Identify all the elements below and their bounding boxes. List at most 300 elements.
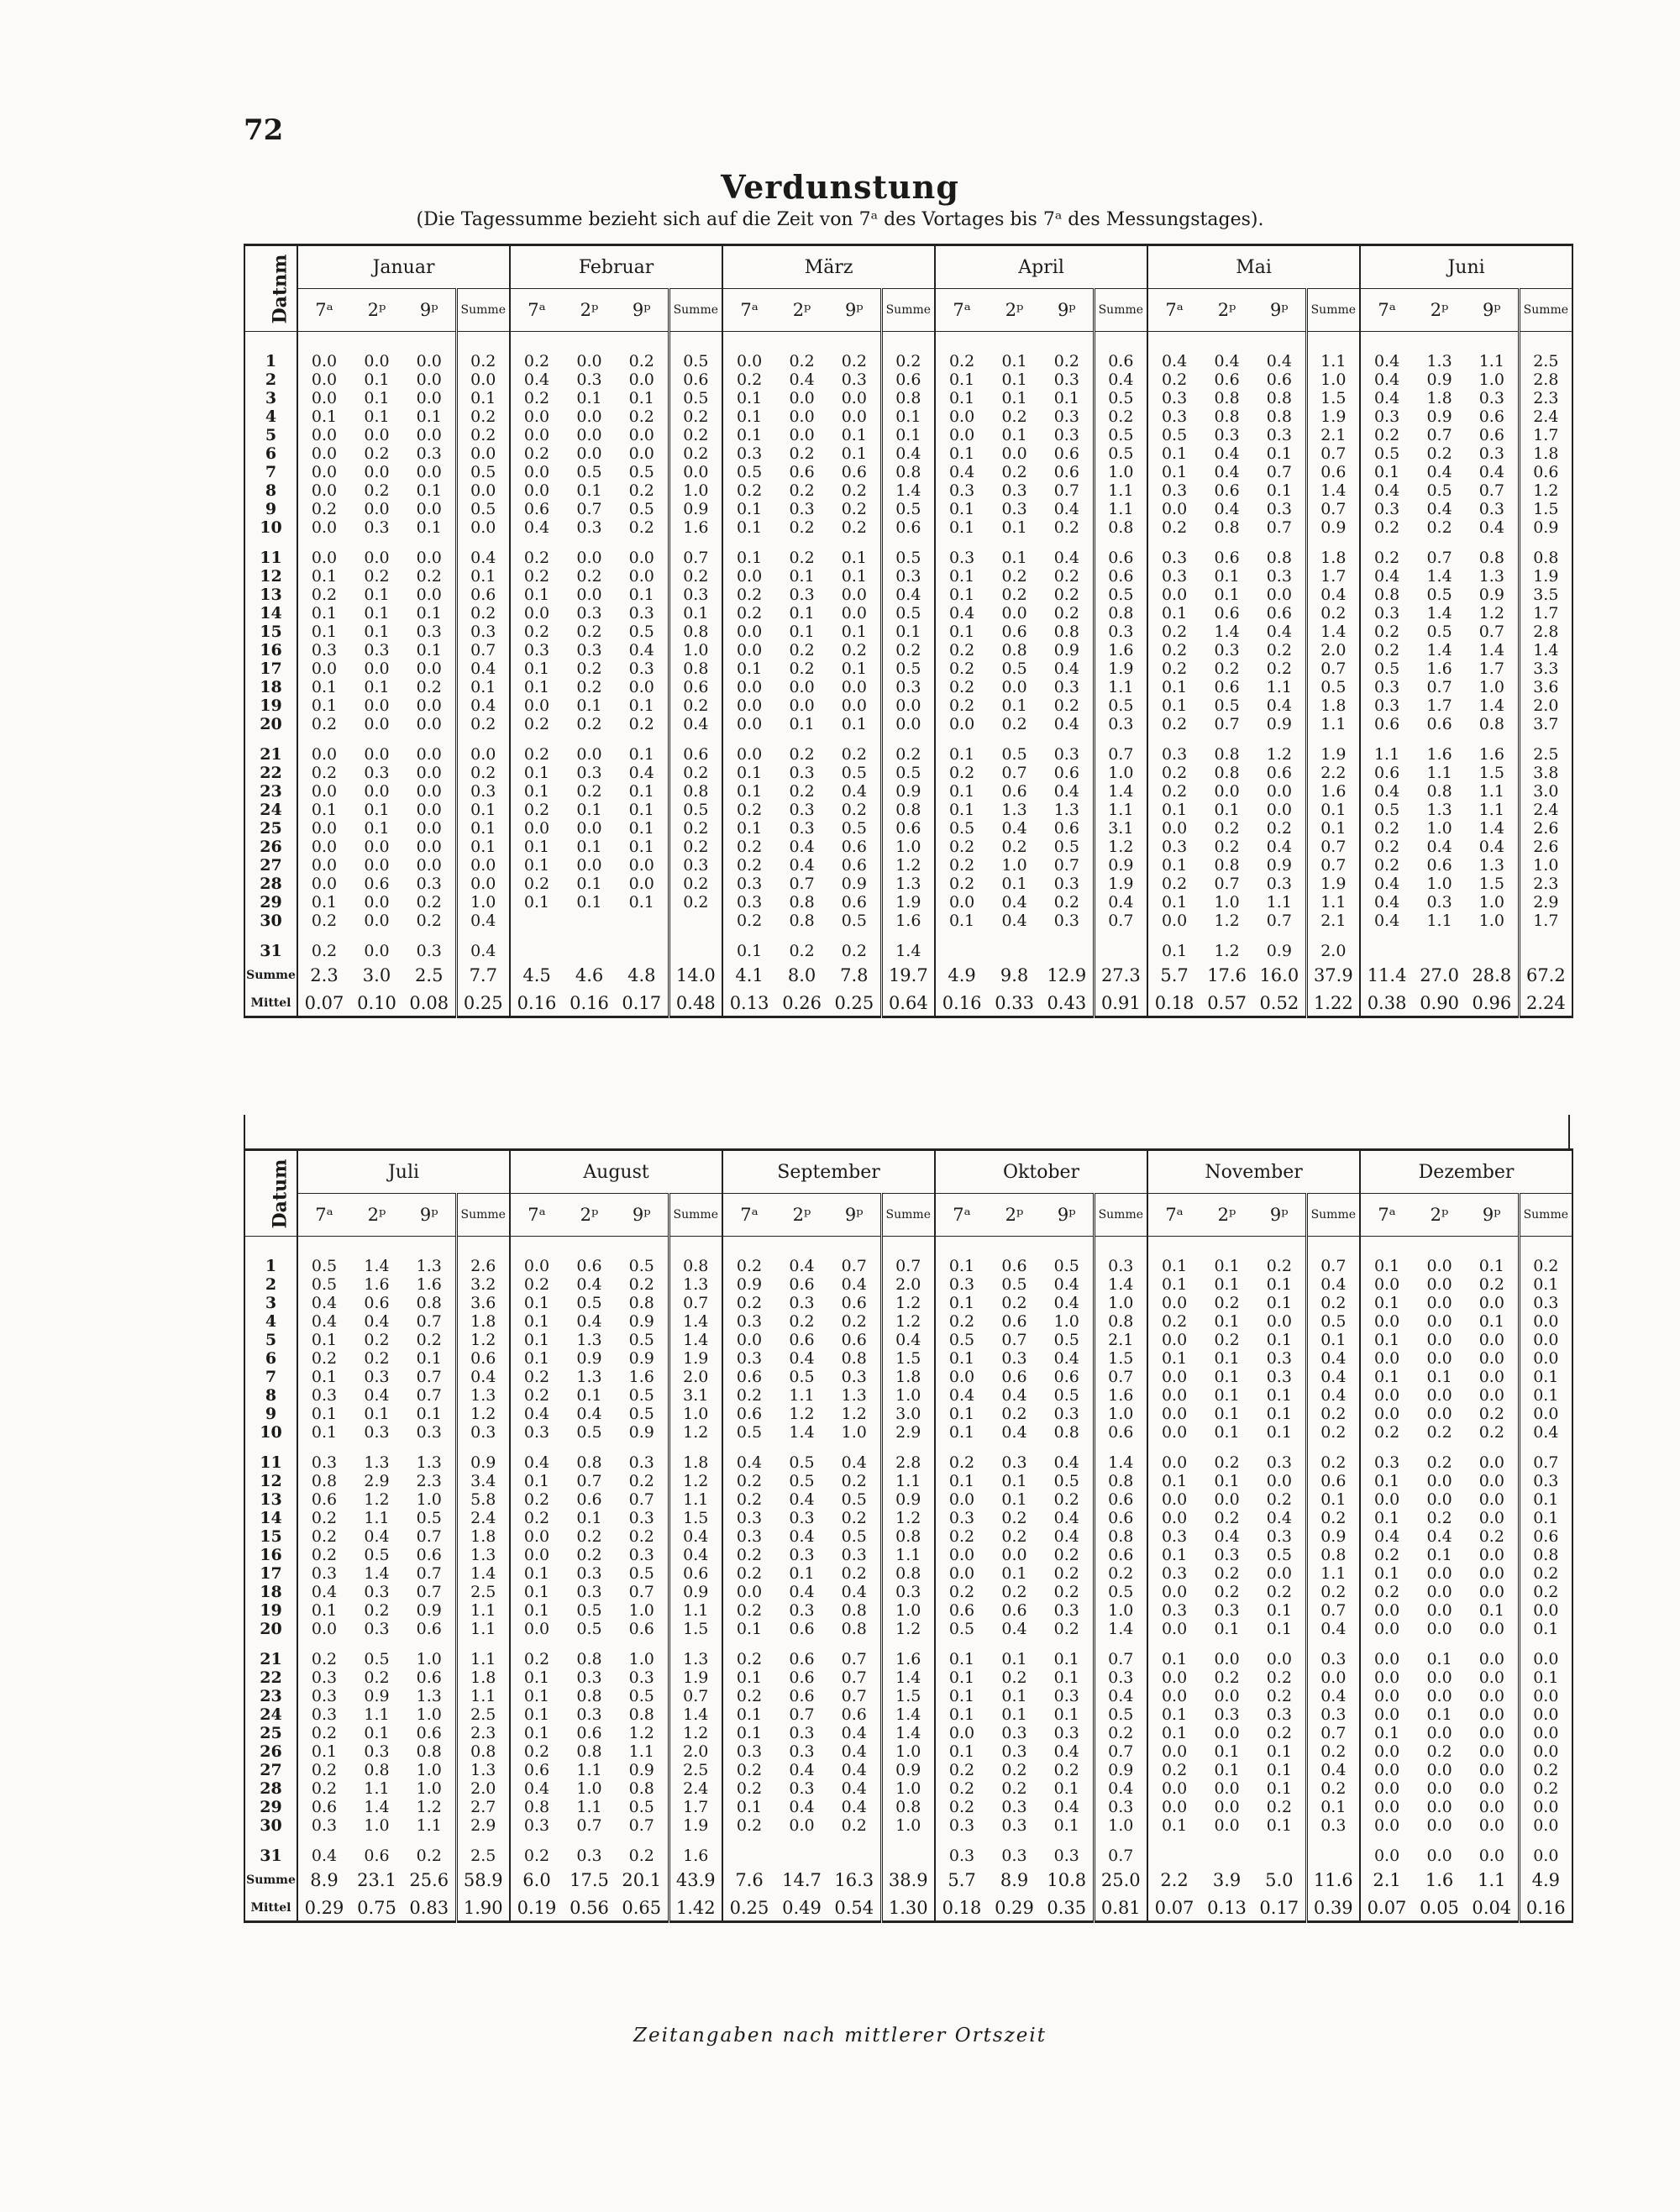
value-cell: 0.2 — [722, 1386, 775, 1405]
value-cell: 0.6 — [1214, 370, 1240, 389]
row-label: 28 — [244, 1779, 297, 1798]
day-row — [244, 549, 1572, 567]
value-cell: 0.7 — [881, 1257, 935, 1275]
value-cell — [1519, 942, 1572, 960]
value-cell: 1.3 — [1001, 801, 1027, 819]
value-cell: 1.2 — [1094, 838, 1147, 856]
value-cell: 0.0 — [935, 426, 988, 444]
value-cell: 0.9 — [669, 1583, 722, 1601]
value-cell: 0.2 — [935, 856, 988, 875]
value-cell: 0.7 — [1053, 856, 1079, 875]
value-cell: 0.0 — [841, 389, 867, 407]
value-cell: 0.0 — [510, 819, 563, 838]
value-cell: 0.6 — [1306, 463, 1360, 481]
value-cell: 20.1 — [622, 1869, 662, 1890]
value-cell: 1.2 — [628, 1724, 654, 1742]
value-cell: 0.2 — [416, 567, 442, 586]
value-cell: 0.2 — [628, 481, 654, 500]
value-cell: 0.0 — [1478, 1472, 1504, 1490]
value-cell: 0.5 — [628, 1405, 654, 1423]
value-cell: 0.0 — [510, 1620, 563, 1638]
value-cell: 0.0 — [1426, 1847, 1452, 1865]
value-cell: 0.5 — [1094, 586, 1147, 604]
value-cell: 0.25 — [828, 990, 881, 1017]
value-cell: 0.1 — [510, 1668, 563, 1687]
value-cell: 0.1 — [722, 500, 775, 518]
value-cell: 0.2 — [1519, 1761, 1572, 1779]
value-cell: 0.8 — [1266, 389, 1292, 407]
value-cell: 0.0 — [1519, 1349, 1572, 1368]
value-cell: 0.4 — [1214, 463, 1240, 481]
value-cell: 1.1 — [364, 1509, 390, 1527]
value-cell: 1.4 — [881, 1724, 935, 1742]
day-row — [244, 1312, 1572, 1331]
day-row — [244, 463, 1572, 481]
value-cell: 0.2 — [297, 942, 350, 960]
value-cell: 0.0 — [364, 745, 390, 764]
row-label: 31 — [244, 1847, 297, 1865]
value-cell: 1.0 — [1094, 1816, 1147, 1835]
value-cell: 0.5 — [1360, 444, 1413, 463]
value-cell: 0.7 — [1094, 1847, 1147, 1865]
value-cell: 0.2 — [935, 1779, 988, 1798]
value-cell: 0.2 — [1001, 838, 1027, 856]
value-cell: 0.2 — [364, 1331, 390, 1349]
value-cell: 0.2 — [841, 745, 867, 764]
value-cell: 0.3 — [935, 1816, 988, 1835]
value-cell: 0.1 — [1214, 801, 1240, 819]
value-cell: 1.6 — [1425, 1869, 1454, 1890]
value-cell: 1.4 — [881, 1668, 935, 1687]
value-cell: 1.5 — [669, 1509, 722, 1527]
value-cell — [616, 942, 669, 960]
value-cell: 0.3 — [297, 1816, 350, 1835]
value-cell: 0.0 — [1266, 801, 1292, 819]
value-cell: 0.2 — [510, 1650, 563, 1668]
column-header: Summe — [1094, 1194, 1147, 1237]
value-cell: 0.0 — [1360, 1650, 1413, 1668]
value-cell: 2.4 — [669, 1779, 722, 1798]
value-cell: 0.1 — [510, 1312, 563, 1331]
value-cell: 0.8 — [628, 1705, 654, 1724]
value-cell: 0.1 — [297, 604, 350, 623]
value-cell: 0.5 — [935, 1620, 988, 1638]
value-cell: 0.6 — [1094, 1423, 1147, 1442]
value-cell: 0.1 — [510, 678, 563, 696]
value-cell: 0.2 — [510, 567, 563, 586]
value-cell: 0.9 — [1266, 942, 1292, 960]
row-label: 30 — [244, 912, 297, 930]
value-cell: 1.0 — [416, 1490, 442, 1509]
value-cell: 0.5 — [1053, 1386, 1079, 1405]
value-cell: 0.5 — [935, 819, 988, 838]
row-label: 17 — [244, 659, 297, 678]
day-row — [244, 1405, 1572, 1423]
value-cell: 1.3 — [1426, 801, 1452, 819]
value-cell: 0.0 — [1214, 1650, 1240, 1668]
value-cell: 1.1 — [456, 1687, 510, 1705]
day-row — [244, 567, 1572, 586]
value-cell: 2.6 — [456, 1257, 510, 1275]
value-cell: 0.2 — [416, 1331, 442, 1349]
spacer-row — [244, 332, 1572, 353]
value-cell: 0.4 — [789, 1527, 815, 1546]
row-label: 6 — [244, 444, 297, 463]
group-gap — [244, 537, 1572, 549]
column-header: 9ᵖ — [1041, 1194, 1094, 1237]
value-cell: 1.6 — [1426, 745, 1452, 764]
value-cell: 1.1 — [456, 1601, 510, 1620]
datum-label: Datnm — [269, 254, 291, 323]
row-label: 8 — [244, 481, 297, 500]
value-cell: 1.9 — [1306, 407, 1360, 426]
column-header: 9ᵖ — [1466, 289, 1519, 332]
value-cell: 0.2 — [841, 942, 867, 960]
row-label: 12 — [244, 1472, 297, 1490]
value-cell: 0.1 — [364, 586, 390, 604]
value-cell: 0.0 — [1001, 604, 1027, 623]
value-cell: 0.5 — [789, 1472, 815, 1490]
value-cell: 0.2 — [297, 1546, 350, 1564]
value-cell: 0.2 — [297, 586, 350, 604]
value-cell: 0.8 — [669, 1257, 722, 1275]
value-cell: 0.1 — [1214, 1405, 1240, 1423]
value-cell: 0.2 — [1147, 1761, 1200, 1779]
value-cell: 0.2 — [669, 567, 722, 586]
value-cell: 0.0 — [1426, 1472, 1452, 1490]
value-cell: 0.0 — [297, 444, 350, 463]
value-cell: 2.9 — [364, 1472, 390, 1490]
value-cell: 0.3 — [722, 893, 775, 912]
value-cell: 0.0 — [1426, 1601, 1452, 1620]
value-cell: 0.7 — [628, 1490, 654, 1509]
value-cell: 0.2 — [1001, 715, 1027, 733]
value-cell: 0.1 — [841, 426, 867, 444]
value-cell: 1.1 — [1266, 678, 1292, 696]
value-cell: 0.3 — [1266, 1527, 1292, 1546]
value-cell: 0.6 — [1053, 444, 1079, 463]
value-cell: 0.2 — [510, 1847, 563, 1865]
value-cell: 0.3 — [935, 481, 988, 500]
value-cell: 1.3 — [669, 1275, 722, 1294]
value-cell: 0.5 — [935, 1331, 988, 1349]
value-cell: 0.9 — [881, 1761, 935, 1779]
value-cell: 0.6 — [1053, 819, 1079, 838]
value-cell: 0.8 — [1053, 1423, 1079, 1442]
value-cell: 0.5 — [1147, 426, 1200, 444]
value-cell: 1.6 — [1306, 782, 1360, 801]
value-cell: 0.2 — [628, 1847, 654, 1865]
value-cell: 0.1 — [1266, 1423, 1292, 1442]
value-cell: 0.1 — [1147, 1650, 1200, 1668]
value-cell: 58.9 — [456, 1865, 510, 1894]
value-cell: 0.1 — [935, 370, 988, 389]
value-cell: 0.2 — [1360, 518, 1413, 537]
row-label: 26 — [244, 838, 297, 856]
value-cell: 0.2 — [1094, 1724, 1147, 1742]
value-cell: 0.9 — [841, 875, 867, 893]
value-cell: 0.1 — [722, 1705, 775, 1724]
value-cell: 0.4 — [456, 696, 510, 715]
value-cell: 2.5 — [415, 964, 444, 985]
value-cell: 1.4 — [1519, 641, 1572, 659]
value-cell: 0.4 — [1360, 1527, 1413, 1546]
value-cell: 0.7 — [456, 641, 510, 659]
value-cell: 0.2 — [1214, 1564, 1240, 1583]
value-cell: 0.5 — [669, 801, 722, 819]
value-cell: 0.3 — [1094, 623, 1147, 641]
value-cell: 0.9 — [456, 1453, 510, 1472]
value-cell: 0.0 — [1001, 678, 1027, 696]
value-cell: 16.0 — [1259, 964, 1299, 985]
evaporation-table — [244, 1148, 1573, 1923]
value-cell: 0.1 — [510, 782, 563, 801]
value-cell: 0.3 — [881, 678, 935, 696]
value-cell: 1.7 — [669, 1798, 722, 1816]
value-cell: 0.0 — [364, 838, 390, 856]
value-cell — [1041, 942, 1094, 960]
value-cell: 0.2 — [935, 764, 988, 782]
value-cell: 2.3 — [1519, 875, 1572, 893]
value-cell: 0.2 — [935, 1527, 988, 1546]
value-cell: 0.3 — [789, 1724, 815, 1742]
month-name: August — [510, 1150, 722, 1194]
value-cell: 0.2 — [1426, 1423, 1452, 1442]
value-cell: 0.6 — [789, 1275, 815, 1294]
value-cell: 0.4 — [841, 1583, 867, 1601]
row-label: 5 — [244, 426, 297, 444]
value-cell: 0.2 — [1426, 1453, 1452, 1472]
value-cell: 1.9 — [1094, 875, 1147, 893]
value-cell: 0.5 — [456, 463, 510, 481]
value-cell: 0.0 — [1426, 1490, 1452, 1509]
value-cell: 0.0 — [1306, 1668, 1360, 1687]
value-cell: 0.5 — [881, 604, 935, 623]
value-cell: 0.1 — [297, 678, 350, 696]
value-cell: 0.7 — [841, 1668, 867, 1687]
value-cell: 0.2 — [1001, 1583, 1027, 1601]
day-row — [244, 370, 1572, 389]
value-cell: 0.75 — [350, 1894, 403, 1922]
value-cell: 1.0 — [841, 1423, 867, 1442]
value-cell: 1.3 — [416, 1257, 442, 1275]
page-number: 72 — [244, 113, 284, 147]
value-cell: 1.7 — [1519, 604, 1572, 623]
day-row — [244, 641, 1572, 659]
value-cell: 0.1 — [1147, 1705, 1200, 1724]
row-label: 7 — [244, 1368, 297, 1386]
value-cell: 0.3 — [576, 1583, 602, 1601]
value-cell: 0.2 — [722, 1816, 775, 1835]
value-cell: 0.0 — [364, 696, 390, 715]
value-cell: 0.2 — [1519, 1257, 1572, 1275]
value-cell: 0.2 — [1001, 1761, 1027, 1779]
value-cell: 0.4 — [841, 1761, 867, 1779]
row-label: 10 — [244, 1423, 297, 1442]
value-cell: 0.2 — [297, 1349, 350, 1368]
value-cell: 0.3 — [1214, 1546, 1240, 1564]
value-cell: 0.0 — [1360, 1742, 1413, 1761]
value-cell: 0.3 — [1478, 389, 1504, 407]
value-cell: 0.2 — [456, 407, 510, 426]
value-cell: 0.2 — [510, 352, 563, 370]
value-cell: 11.4 — [1360, 960, 1413, 990]
value-cell: 0.0 — [935, 1368, 988, 1386]
day-row — [244, 518, 1572, 537]
value-cell: 1.0 — [416, 1650, 442, 1668]
day-row — [244, 389, 1572, 407]
value-cell: 0.0 — [510, 696, 563, 715]
value-cell: 2.1 — [1306, 912, 1360, 930]
value-cell: 0.2 — [841, 518, 867, 537]
value-cell: 0.38 — [1360, 990, 1413, 1017]
row-label: 16 — [244, 641, 297, 659]
value-cell: 2.4 — [1519, 407, 1572, 426]
value-cell: 0.3 — [841, 1368, 867, 1386]
value-cell — [1360, 942, 1413, 960]
value-cell: 0.0 — [841, 604, 867, 623]
value-cell: 1.1 — [1306, 893, 1360, 912]
value-cell: 0.1 — [935, 1294, 988, 1312]
value-cell: 1.2 — [1266, 745, 1292, 764]
value-cell: 14.7 — [782, 1869, 822, 1890]
value-cell: 1.4 — [881, 481, 935, 500]
value-cell: 0.4 — [628, 641, 654, 659]
value-cell: 0.0 — [722, 715, 775, 733]
value-cell: 0.0 — [416, 549, 442, 567]
value-cell: 1.8 — [1426, 389, 1452, 407]
value-cell: 0.2 — [1053, 1564, 1079, 1583]
value-cell: 0.6 — [297, 1798, 350, 1816]
value-cell: 0.3 — [789, 1601, 815, 1620]
day-row — [244, 1650, 1572, 1668]
value-cell: 0.5 — [576, 1423, 602, 1442]
value-cell: 0.8 — [789, 912, 815, 930]
value-cell: 0.07 — [1147, 1894, 1200, 1922]
column-header-row — [244, 1194, 1572, 1237]
value-cell: 0.1 — [1001, 1564, 1027, 1583]
value-cell: 0.4 — [510, 370, 563, 389]
value-cell: 1.5 — [669, 1620, 722, 1638]
value-cell: 0.3 — [1094, 715, 1147, 733]
value-cell: 0.2 — [456, 352, 510, 370]
value-cell: 0.3 — [628, 1546, 654, 1564]
value-cell: 0.0 — [1360, 1490, 1413, 1509]
value-cell: 0.4 — [1306, 1368, 1360, 1386]
value-cell: 0.1 — [935, 1405, 988, 1423]
value-cell: 0.5 — [628, 1331, 654, 1349]
value-cell: 0.16 — [1519, 1894, 1572, 1922]
column-header: Summe — [1306, 289, 1360, 332]
value-cell: 0.0 — [416, 715, 442, 733]
value-cell: 0.0 — [1478, 1386, 1504, 1405]
day-row — [244, 1847, 1572, 1865]
value-cell: 0.18 — [935, 1894, 988, 1922]
value-cell: 1.9 — [1306, 745, 1360, 764]
value-cell: 0.0 — [1519, 1742, 1572, 1761]
value-cell: 0.8 — [416, 1742, 442, 1761]
value-cell: 0.0 — [510, 481, 563, 500]
value-cell: 0.2 — [789, 942, 815, 960]
value-cell: 23.1 — [357, 1869, 396, 1890]
value-cell: 0.3 — [722, 1742, 775, 1761]
column-header: 7ᵃ — [722, 289, 775, 332]
value-cell: 0.3 — [1001, 1453, 1027, 1472]
row-label: 11 — [244, 1453, 297, 1472]
value-cell: 37.9 — [1306, 960, 1360, 990]
value-cell: 0.1 — [1519, 1275, 1572, 1294]
value-cell: 0.5 — [1094, 1705, 1147, 1724]
value-cell: 0.7 — [628, 1583, 654, 1601]
value-cell: 0.1 — [722, 389, 775, 407]
value-cell: 2.3 — [1519, 389, 1572, 407]
value-cell: 0.0 — [1426, 1687, 1452, 1705]
value-cell: 0.1 — [576, 1509, 602, 1527]
value-cell: 1.5 — [1478, 764, 1504, 782]
value-cell: 0.1 — [297, 1368, 350, 1386]
value-cell: 0.2 — [1478, 1275, 1504, 1294]
value-cell: 0.2 — [576, 1527, 602, 1546]
value-cell: 0.3 — [789, 586, 815, 604]
value-cell: 1.3 — [416, 1453, 442, 1472]
value-cell: 0.4 — [841, 1742, 867, 1761]
value-cell: 0.2 — [1053, 1620, 1079, 1638]
value-cell: 0.1 — [1147, 444, 1200, 463]
value-cell: 0.3 — [1094, 1798, 1147, 1816]
value-cell: 0.4 — [1306, 1687, 1360, 1705]
value-cell: 0.3 — [1094, 1257, 1147, 1275]
value-cell: 0.57 — [1200, 990, 1253, 1017]
value-cell: 0.0 — [722, 641, 775, 659]
value-cell: 0.1 — [510, 1331, 563, 1349]
row-label: 2 — [244, 1275, 297, 1294]
value-cell: 0.0 — [416, 370, 442, 389]
value-cell: 1.0 — [456, 893, 510, 912]
value-cell: 0.91 — [1094, 990, 1147, 1017]
value-cell: 0.0 — [1214, 1779, 1240, 1798]
value-cell: 0.3 — [1001, 1742, 1027, 1761]
value-cell: 0.4 — [576, 1312, 602, 1331]
group-gap — [244, 930, 1572, 942]
value-cell: 0.1 — [935, 1423, 988, 1442]
value-cell: 0.3 — [1147, 481, 1200, 500]
value-cell: 0.0 — [1147, 1405, 1200, 1423]
value-cell: 0.0 — [1360, 1779, 1413, 1798]
value-cell: 0.2 — [510, 745, 563, 764]
value-cell: 0.4 — [1147, 352, 1200, 370]
value-cell: 0.6 — [722, 1405, 775, 1423]
value-cell: 0.2 — [297, 500, 350, 518]
value-cell: 2.0 — [1519, 696, 1572, 715]
value-cell: 0.0 — [1519, 1816, 1572, 1835]
value-cell: 1.1 — [1360, 745, 1413, 764]
value-cell: 0.9 — [1094, 1761, 1147, 1779]
day-row — [244, 782, 1572, 801]
value-cell: 0.0 — [1478, 1620, 1504, 1638]
value-cell: 1.6 — [628, 1368, 654, 1386]
value-cell: 0.2 — [1147, 764, 1200, 782]
value-cell: 0.2 — [510, 1386, 563, 1405]
value-cell: 0.3 — [364, 1583, 390, 1601]
value-cell: 0.56 — [563, 1894, 616, 1922]
value-cell: 1.2 — [881, 1620, 935, 1638]
day-row — [244, 838, 1572, 856]
value-cell: 1.0 — [416, 1761, 442, 1779]
value-cell: 1.1 — [1426, 912, 1452, 930]
value-cell: 0.1 — [1053, 1779, 1079, 1798]
row-label: 9 — [244, 500, 297, 518]
value-cell: 0.2 — [297, 1527, 350, 1546]
